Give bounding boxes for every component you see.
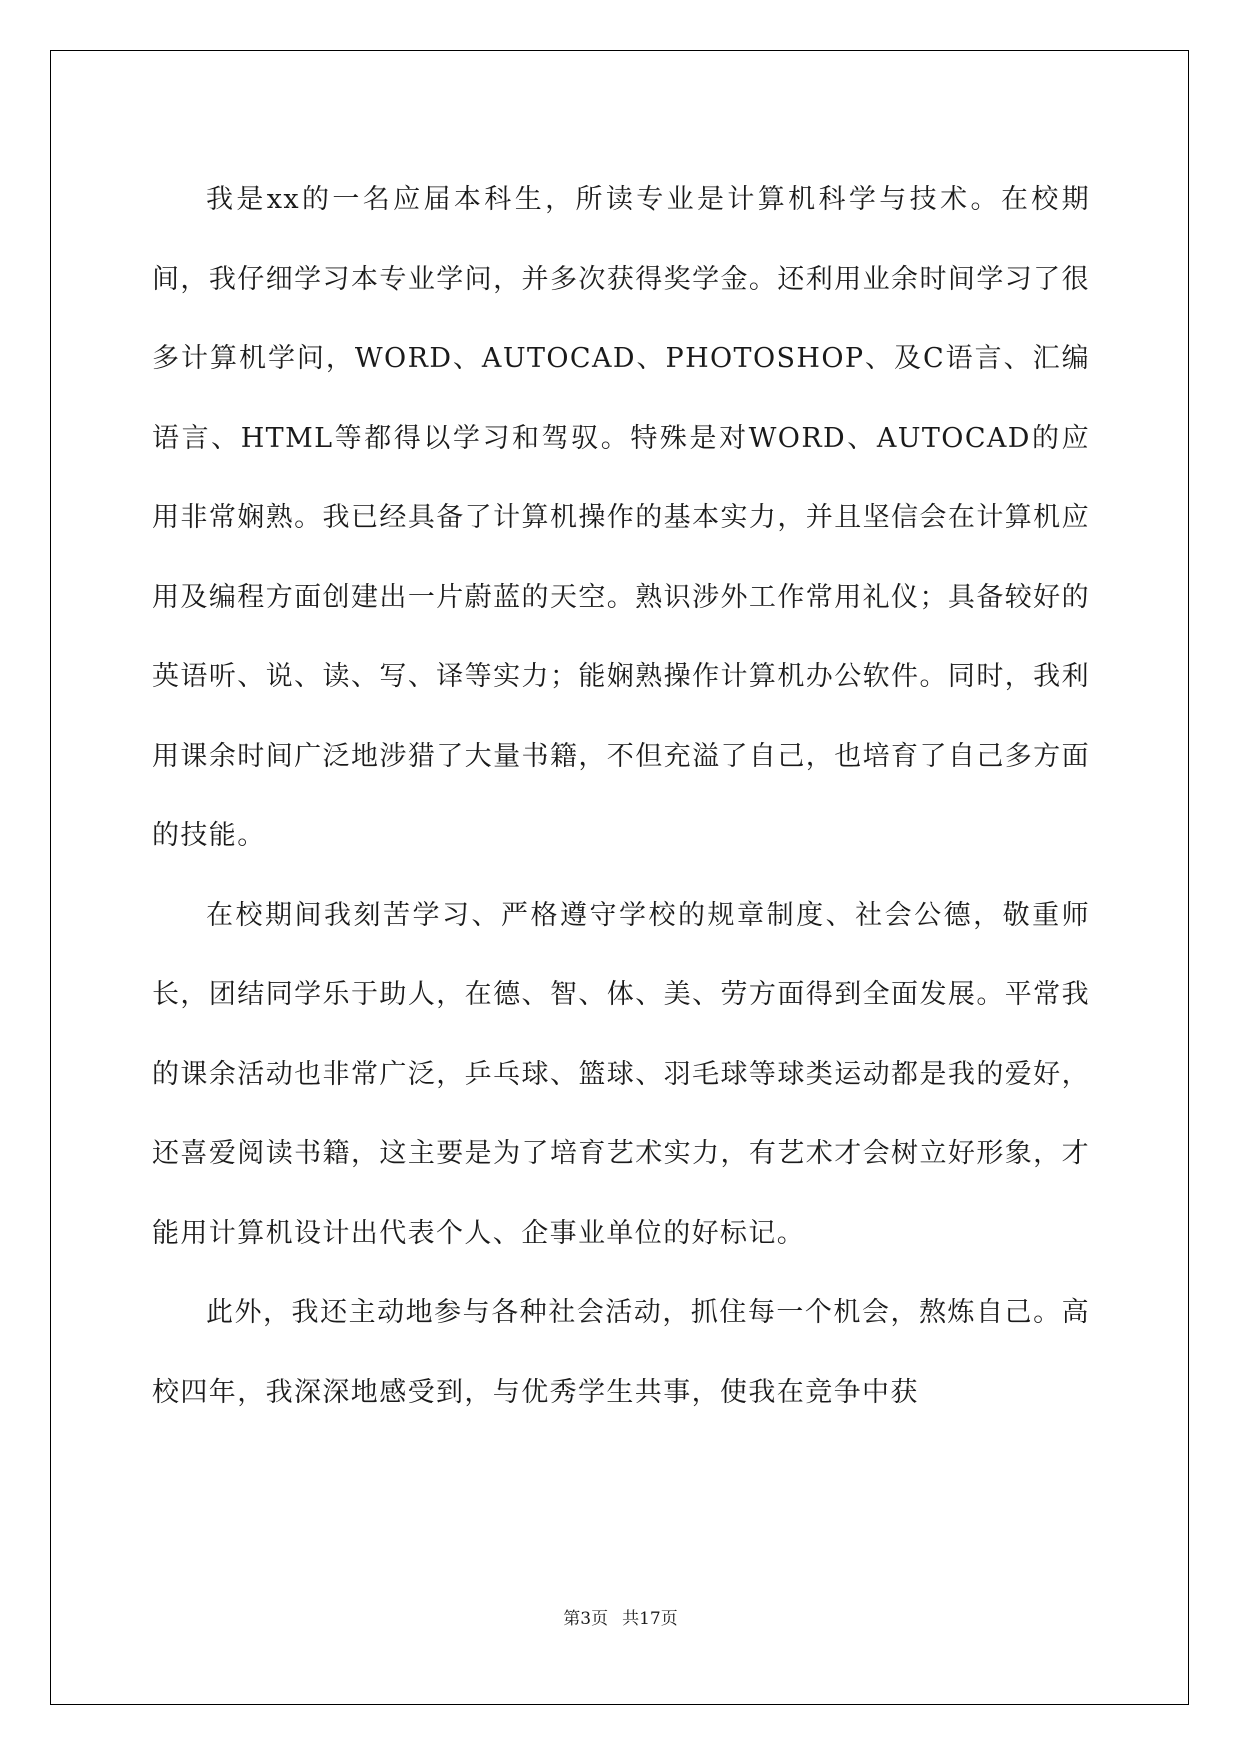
page-number: 第3页 xyxy=(563,1609,609,1629)
paragraph-2: 在校期间我刻苦学习、严格遵守学校的规章制度、社会公德，敬重师长，团结同学乐于助人，在德、智、体、美、劳方面得到全面发展。平常我的课余活动也非常广泛，乒乓球、篮球、羽毛球等球类运动都是我的爱好，还喜爱阅读书籍，这主要是为了培育艺术实力，有艺术才会树立好形象，才能用计算机设计出代表个人、企事业单位的好标记。 xyxy=(152,899,1090,1249)
paragraph-1: 我是xx的一名应届本科生，所读专业是计算机科学与技术。在校期间，我仔细学习本专业学问，并多次获得奖学金。还利用业余时间学习了很多计算机学问，WORD、AUTOCAD、PHOTOSHOP、及C语言、汇编语言、HTML等都得以学习和驾驭。特殊是对WORD、AUTOCAD的应用非常娴熟。我已经具备了计算机操作的基本实力，并且坚信会在计算机应用及编程方面创建出一片蔚蓝的天空。熟识涉外工作常用礼仪；具备较好的英语听、说、读、写、译等实力；能娴熟操作计算机办公软件。同时，我利用课余时间广泛地涉猎了大量书籍，不但充溢了自己，也培育了自己多方面的技能。 xyxy=(152,184,1090,851)
paragraph-3: 此外，我还主动地参与各种社会活动，抓住每一个机会，熬炼自己。高校四年，我深深地感受到，与优秀学生共事，使我在竞争中获 xyxy=(152,1297,1090,1408)
document-body xyxy=(152,160,1090,1432)
page-footer xyxy=(0,1604,1241,1629)
page-total: 共17页 xyxy=(622,1609,678,1629)
